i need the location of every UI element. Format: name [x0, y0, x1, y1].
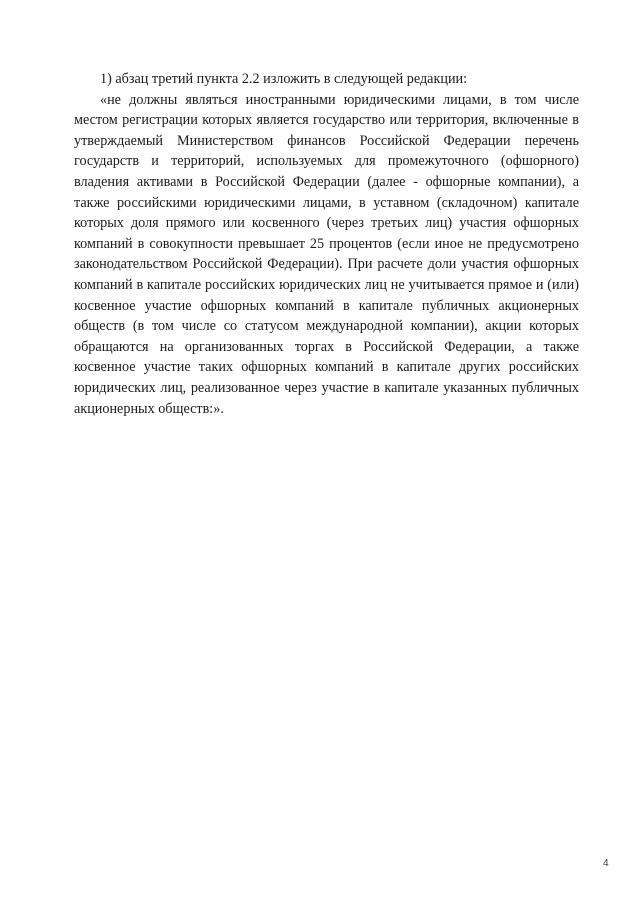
document-body	[74, 69, 579, 419]
page-number: 4	[603, 858, 609, 869]
amendment-text-paragraph: «не должны являться иностранными юридическими лицами, в том числе местом регистрации которых является государство или территория, включенные в утверждаемый Министерством финансов Российской Федерации перечень государств и территорий, используемых для промежуточного (офшорного) владения активами в Российской Федерации (далее - офшорные компании), а также российскими юридическими лицами, в уставном (складочном) капитале которых доля прямого или косвенного (через третьих лиц) участия офшорных компаний в совокупности превышает 25 процентов (если иное не предусмотрено законодательством Российской Федерации). При расчете доли участия офшорных компаний в капитале российских юридических лиц не учитывается прямое и (или) косвенное участие офшорных компаний в капитале публичных акционерных обществ (в том числе со статусом международной компании), акции которых обращаются на организованных торгах в Российской Федерации, а также косвенное участие таких офшорных компаний в капитале других российских юридических лиц, реализованное через участие в капитале указанных публичных акционерных обществ:».	[74, 91, 579, 417]
amendment-intro-paragraph: 1) абзац третий пункта 2.2 изложить в следующей редакции:	[100, 71, 468, 87]
